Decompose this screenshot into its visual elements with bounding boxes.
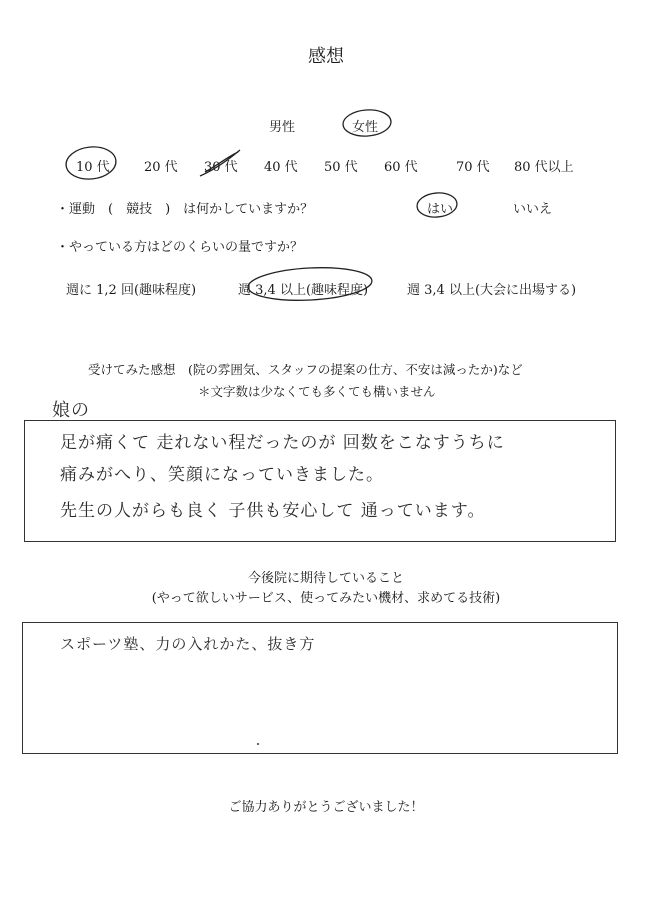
age-option-70s[interactable]: 70 代 bbox=[456, 160, 490, 175]
answer-yes[interactable]: はい bbox=[427, 202, 454, 217]
age-option-20s[interactable]: 20 代 bbox=[144, 160, 178, 175]
page-title: 感想 bbox=[308, 46, 344, 67]
footer-thanks: ご協力ありがとうございました！ bbox=[228, 800, 424, 815]
question-exercise: ・運動 ( 競技 ) は何かしていますか？ bbox=[56, 202, 314, 217]
handwritten-line-2: 痛みがへり、笑顔になっていきました。 bbox=[60, 465, 384, 485]
age-option-50s[interactable]: 50 代 bbox=[324, 160, 358, 175]
frequency-option-2[interactable]: 週 3,4 以上(趣味程度) bbox=[238, 283, 369, 298]
impressions-heading: 受けてみた感想 (院の雰囲気、スタッフの提案の仕方、不安は減ったか)など bbox=[88, 362, 523, 377]
handwritten-writer: 娘の bbox=[52, 400, 90, 421]
handwritten-answer: スポーツ塾、力の入れかた、抜き方 bbox=[60, 635, 316, 653]
question-frequency: ・やっている方はどのくらいの量ですか？ bbox=[56, 240, 304, 255]
age-option-80s-plus[interactable]: 80 代以上 bbox=[514, 160, 574, 175]
answer-no[interactable]: いいえ bbox=[513, 202, 553, 217]
impressions-note: ＊文字数は少なくても多くても構いません bbox=[198, 384, 436, 399]
handwritten-line-3: 先生の人がらも良く 子供も安心して 通っています。 bbox=[60, 501, 486, 521]
frequency-option-1[interactable]: 週に 1,2 回(趣味程度) bbox=[66, 283, 197, 298]
age-option-30s[interactable]: 30 代 bbox=[204, 160, 238, 175]
gender-option-male[interactable]: 男性 bbox=[269, 120, 296, 135]
handwritten-line-1: 足が痛くて 走れない程だったのが 回数をこなすうちに bbox=[60, 433, 505, 453]
gender-option-female[interactable]: 女性 bbox=[352, 120, 379, 135]
expectations-subheading: (やって欲しいサービス、使ってみたい機材、求めてる技術) bbox=[151, 591, 501, 606]
frequency-option-3[interactable]: 週 3,4 以上(大会に出場する) bbox=[407, 283, 577, 298]
age-option-10s[interactable]: 10 代 bbox=[76, 160, 110, 175]
age-option-40s[interactable]: 40 代 bbox=[264, 160, 298, 175]
expectations-heading: 今後院に期待していること bbox=[247, 571, 404, 586]
age-option-60s[interactable]: 60 代 bbox=[384, 160, 418, 175]
